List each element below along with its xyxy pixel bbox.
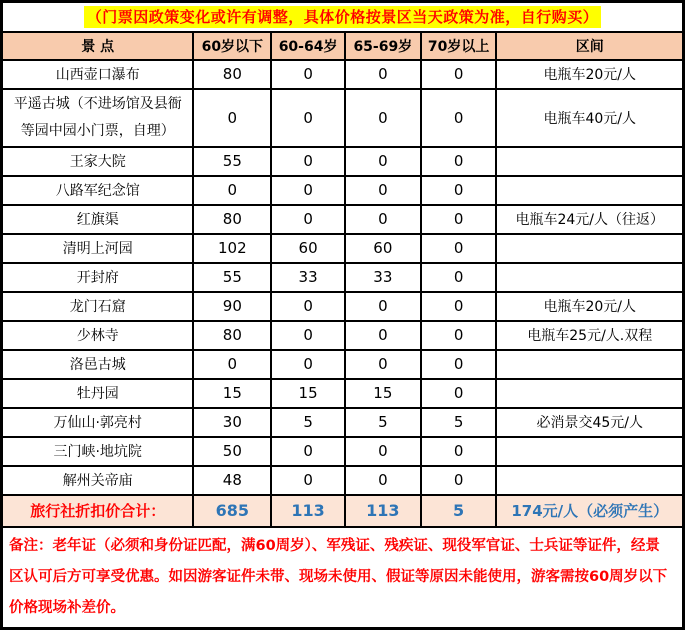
price-65-69: 0 [345,466,421,495]
price-65-69: 0 [345,350,421,379]
price-65-69: 0 [345,437,421,466]
price-65-69: 0 [345,321,421,350]
price-65-69: 0 [345,60,421,89]
price-60-64: 0 [271,437,345,466]
price-under60: 80 [193,205,271,234]
price-over70: 0 [421,321,497,350]
region-note [496,234,683,263]
price-under60: 102 [193,234,271,263]
footnote-row [2,527,684,629]
region-note: 电瓶车24元/人（往返） [496,205,683,234]
table-row [2,350,684,379]
total-label: 旅行社折扣价合计： [2,495,194,527]
spot-name: 红旗渠 [2,205,194,234]
region-note [496,147,683,176]
price-over70: 0 [421,350,497,379]
price-65-69: 0 [345,89,421,147]
table-row [2,147,684,176]
price-under60: 80 [193,321,271,350]
price-over70: 0 [421,466,497,495]
region-note: 电瓶车25元/人.双程 [496,321,683,350]
price-over70: 0 [421,89,497,147]
title-banner-row [2,2,684,32]
region-note: 电瓶车40元/人 [496,89,683,147]
region-note [496,350,683,379]
region-note [496,263,683,292]
price-under60: 55 [193,263,271,292]
region-note [496,379,683,408]
spot-name: 龙门石窟 [2,292,194,321]
spot-name: 开封府 [2,263,194,292]
price-under60: 90 [193,292,271,321]
column-header-region: 区间 [496,32,683,60]
price-60-64: 5 [271,408,345,437]
price-60-64: 0 [271,292,345,321]
table-row [2,205,684,234]
price-over70: 5 [421,408,497,437]
price-65-69: 0 [345,292,421,321]
table-row [2,263,684,292]
price-65-69: 60 [345,234,421,263]
price-under60: 0 [193,89,271,147]
table-row [2,321,684,350]
region-note [496,437,683,466]
price-65-69: 5 [345,408,421,437]
column-header-spot: 景 点 [2,32,194,60]
price-over70: 0 [421,437,497,466]
region-note: 电瓶车20元/人 [496,60,683,89]
spot-name: 王家大院 [2,147,194,176]
price-65-69: 0 [345,176,421,205]
price-60-64: 0 [271,89,345,147]
price-under60: 55 [193,147,271,176]
spot-name: 牡丹园 [2,379,194,408]
price-60-64: 0 [271,60,345,89]
table-row [2,379,684,408]
table-row [2,408,684,437]
price-65-69: 0 [345,205,421,234]
price-60-64: 33 [271,263,345,292]
spot-name: 三门峡·地坑院 [2,437,194,466]
price-60-64: 15 [271,379,345,408]
spot-name: 八路军纪念馆 [2,176,194,205]
price-60-64: 0 [271,205,345,234]
total-region-note: 174元/人（必须产生） [496,495,683,527]
total-over70: 5 [421,495,497,527]
title-banner-cell [2,2,684,32]
price-over70: 0 [421,176,497,205]
price-over70: 0 [421,234,497,263]
spot-name: 洛邑古城 [2,350,194,379]
table-row [2,176,684,205]
column-header-65-69: 65-69岁 [345,32,421,60]
spot-name: 清明上河园 [2,234,194,263]
title-notice-text: （门票因政策变化或许有调整，具体价格按景区当天政策为准，自行购买） [84,6,602,28]
footnote-text: 备注：老年证（必须和身份证匹配，满60周岁）、军残证、残疾证、现役军官证、士兵证等证件，经景区认可后方可享受优惠。如因游客证件未带、现场未使用、假证等原因未能使用，游客需按60周岁以下价格现场补差价。 [2,527,684,629]
spot-name: 平遥古城（不进场馆及县衙等园中园小门票，自理） [2,89,194,147]
price-over70: 0 [421,147,497,176]
spot-name: 山西壶口瀑布 [2,60,194,89]
table-row [2,466,684,495]
price-over70: 0 [421,379,497,408]
price-over70: 0 [421,263,497,292]
total-row [2,495,684,527]
table-row [2,234,684,263]
column-header-60-64: 60-64岁 [271,32,345,60]
price-under60: 0 [193,350,271,379]
total-under60: 685 [193,495,271,527]
price-65-69: 15 [345,379,421,408]
price-over70: 0 [421,205,497,234]
price-60-64: 0 [271,147,345,176]
column-header-row [2,32,684,60]
price-65-69: 0 [345,147,421,176]
price-under60: 15 [193,379,271,408]
price-65-69: 33 [345,263,421,292]
price-under60: 30 [193,408,271,437]
total-65-69: 113 [345,495,421,527]
region-note [496,466,683,495]
total-60-64: 113 [271,495,345,527]
column-header-over70: 70岁以上 [421,32,497,60]
spot-name: 少林寺 [2,321,194,350]
price-under60: 48 [193,466,271,495]
price-60-64: 0 [271,350,345,379]
price-60-64: 0 [271,176,345,205]
price-under60: 0 [193,176,271,205]
price-60-64: 0 [271,466,345,495]
spot-name: 解州关帝庙 [2,466,194,495]
region-note: 必消景交45元/人 [496,408,683,437]
column-header-under60: 60岁以下 [193,32,271,60]
price-over70: 0 [421,292,497,321]
table-row [2,60,684,89]
price-over70: 0 [421,60,497,89]
price-under60: 80 [193,60,271,89]
spot-name: 万仙山·郭亮村 [2,408,194,437]
table-row [2,437,684,466]
region-note: 电瓶车20元/人 [496,292,683,321]
price-60-64: 60 [271,234,345,263]
price-60-64: 0 [271,321,345,350]
table-row [2,89,684,147]
region-note [496,176,683,205]
table-row [2,292,684,321]
price-under60: 50 [193,437,271,466]
